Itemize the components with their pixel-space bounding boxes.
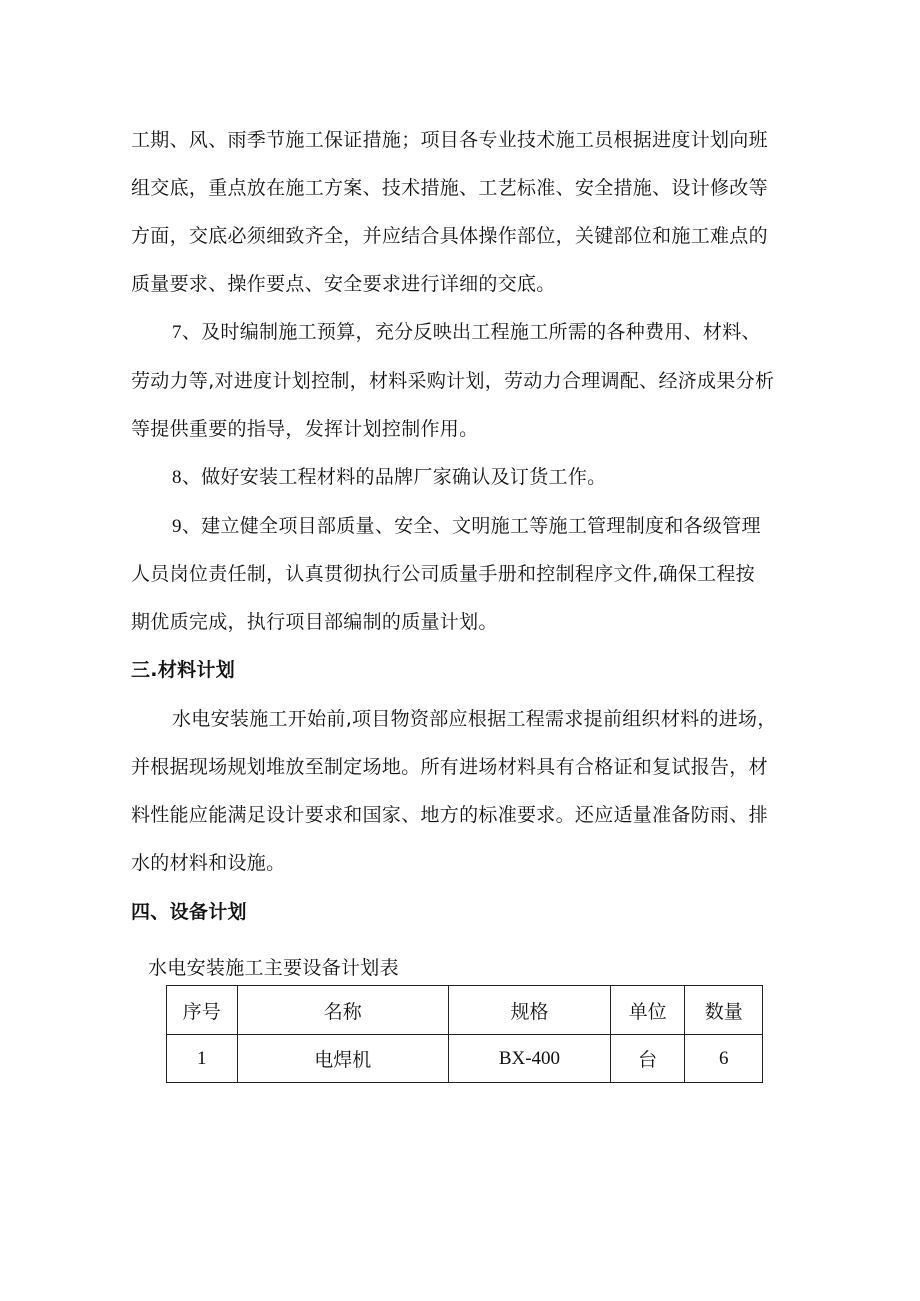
paragraph-line: 料性能应能满足设计要求和国家、地方的标准要求。还应适量准备防雨、排: [131, 804, 768, 826]
column-header-name: 名称: [237, 986, 448, 1035]
paragraph-line: 水电安装施工开始前,项目物资部应根据工程需求提前组织材料的进场，: [172, 708, 777, 730]
item-text: 、及时编制施工预算，充分反映出工程施工所需的各种费用、材料、: [181, 321, 761, 343]
item-number: 9: [172, 516, 182, 537]
equipment-table: [166, 985, 763, 1083]
column-header-quantity: 数量: [685, 986, 763, 1035]
cell-quantity: 6: [685, 1035, 763, 1083]
paragraph-line: 劳动力等,对进度计划控制，材料采购计划，劳动力合理调配、经济成果分析: [131, 370, 775, 392]
cell-index: 1: [167, 1035, 238, 1083]
paragraph-line: 组交底，重点放在施工方案、技术措施、工艺标准、安全措施、设计修改等: [131, 177, 768, 199]
cell-spec: BX-400: [448, 1035, 610, 1083]
item-text: 、建立健全项目部质量、安全、文明施工等施工管理制度和各级管理: [181, 515, 761, 537]
section-heading-materials: 三.材料计划: [131, 659, 236, 681]
column-header-spec: 规格: [448, 986, 610, 1035]
paragraph-line: 人员岗位责任制，认真贯彻执行公司质量手册和控制程序文件,确保工程按: [131, 563, 755, 585]
section-heading-equipment: 四、设备计划: [131, 901, 247, 923]
item-8-line: [172, 465, 606, 490]
cell-unit: 台: [610, 1035, 685, 1083]
item-7-first-line: [172, 320, 761, 345]
paragraph-line: 工期、风、雨季节施工保证措施；项目各专业技术施工员根据进度计划向班: [131, 129, 768, 151]
item-number: 7: [172, 322, 182, 343]
paragraph-line: 水的材料和设施。: [131, 852, 286, 874]
paragraph-line: 期优质完成，执行项目部编制的质量计划。: [131, 611, 498, 633]
item-text: 、做好安装工程材料的品牌厂家确认及订货工作。: [181, 466, 607, 488]
column-header-index: 序号: [167, 986, 238, 1035]
table-caption: 水电安装施工主要设备计划表: [148, 957, 399, 979]
paragraph-line: 等提供重要的指导，发挥计划控制作用。: [131, 418, 479, 440]
column-header-unit: 单位: [610, 986, 685, 1035]
item-9-first-line: [172, 514, 761, 539]
table-row: [167, 1035, 763, 1083]
paragraph-line: 方面，交底必须细致齐全，并应结合具体操作部位，关键部位和施工难点的: [131, 225, 768, 247]
table-header-row: [167, 986, 763, 1035]
paragraph-line: 并根据现场规划堆放至制定场地。所有进场材料具有合格证和复试报告，材: [131, 756, 768, 778]
paragraph-line: 质量要求、操作要点、安全要求进行详细的交底。: [131, 273, 556, 295]
cell-name: 电焊机: [237, 1035, 448, 1083]
item-number: 8: [172, 467, 182, 488]
